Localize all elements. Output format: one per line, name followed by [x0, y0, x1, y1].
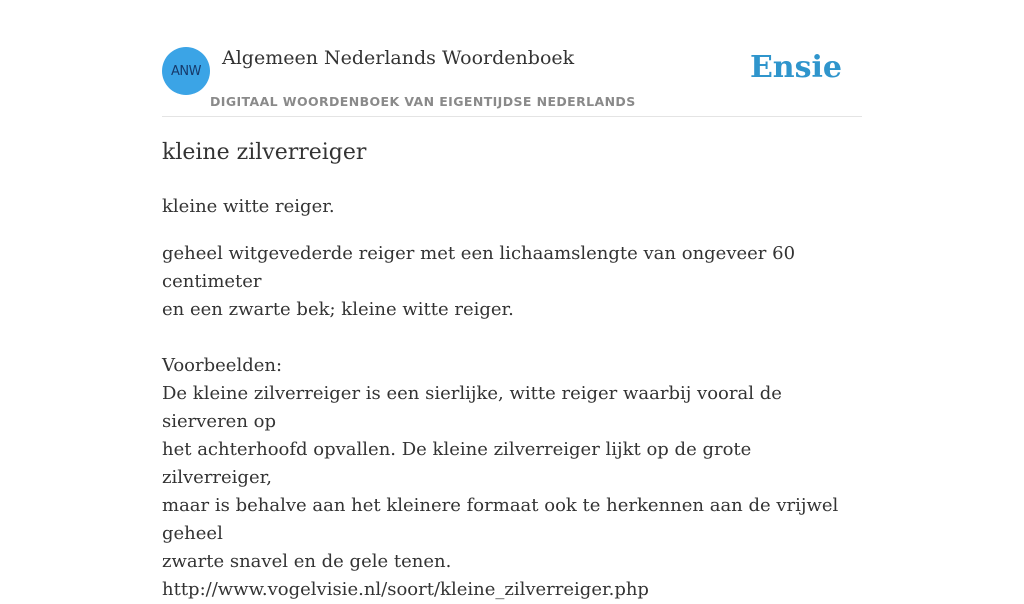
- ensie-brand-logo[interactable]: Ensie: [749, 50, 842, 85]
- definition-line: geheel witgevederde reiger met een lichaamslengte van ongeveer 60 centimeter: [162, 243, 796, 292]
- dictionary-title[interactable]: Algemeen Nederlands Woordenboek: [222, 47, 575, 69]
- anw-logo[interactable]: [162, 47, 210, 95]
- example-line: maar is behalve aan het kleinere formaat ook te herkennen aan de vrijwel geheel: [162, 495, 839, 544]
- short-definition: kleine witte reiger.: [162, 196, 335, 217]
- example-line: zwarte snavel en de gele tenen.: [162, 551, 452, 572]
- spacer: [162, 324, 862, 352]
- entry-content: [162, 193, 862, 604]
- example-line: het achterhoofd opvallen. De kleine zilverreiger lijkt op de grote zilverreiger,: [162, 439, 752, 488]
- example-line: De kleine zilverreiger is een sierlijke, witte reiger waarbij vooral de sierveren op: [162, 383, 782, 432]
- dictionary-header: [162, 44, 862, 117]
- dictionary-subtitle: DIGITAAL WOORDENBOEK VAN EIGENTIJDSE NEDERLANDS: [210, 94, 636, 109]
- definition-line: en een zwarte bek; kleine witte reiger.: [162, 299, 514, 320]
- logo-text: ANW: [171, 63, 201, 79]
- entry-headword: kleine zilverreiger: [162, 140, 367, 165]
- examples-label: Voorbeelden:: [162, 355, 283, 376]
- source-url: http://www.vogelvisie.nl/soort/kleine_zilverreiger.php: [162, 579, 649, 600]
